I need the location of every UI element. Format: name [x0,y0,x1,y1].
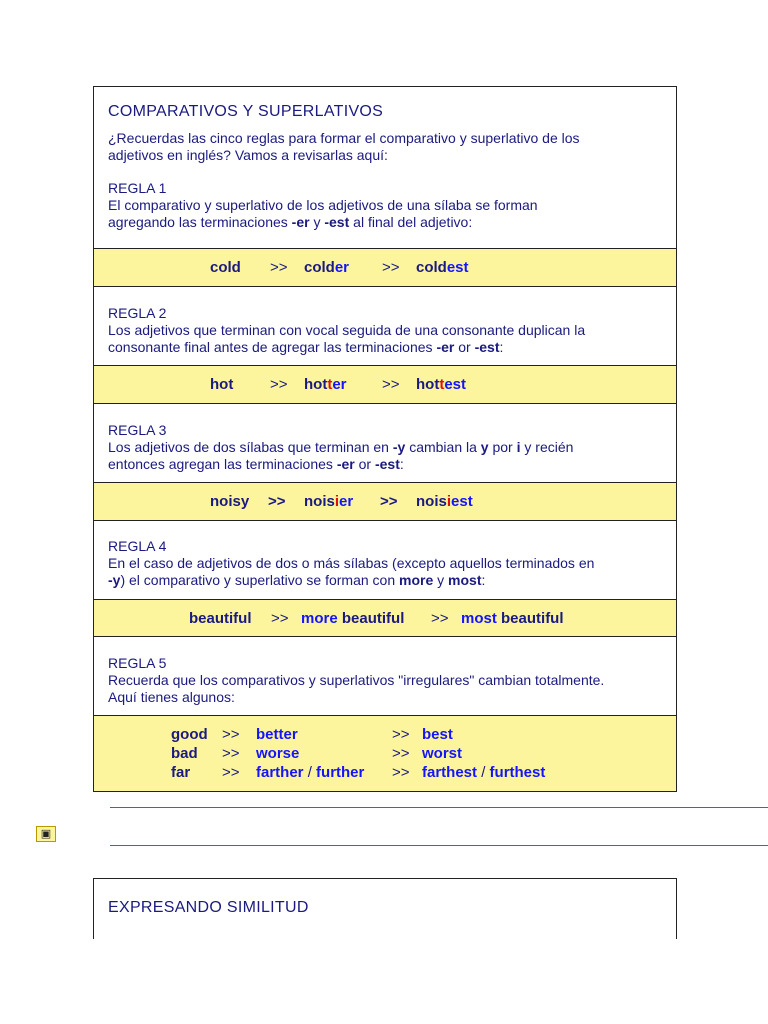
rule-1-text: REGLA 1 El comparativo y superlativo de los adjetivos de una sílaba se forman agregando las terminaciones -er y -est al final del adjetivo: [108,180,538,230]
rule-2-example: hot >> hotter >> hottest [94,365,676,404]
rule-4-text: REGLA 4 En el caso de adjetivos de dos o más sílabas (excepto aquellos terminados en -y) el comparativo y superlativo se forman con more y most: [108,538,595,588]
rule-4-section [94,521,676,599]
rule-2-section [94,287,676,365]
rule-title: REGLA 3 [108,422,167,438]
comparatives-box [93,86,677,792]
rule-5-section [94,637,676,715]
divider-top [110,807,768,808]
intro-text: ¿Recuerdas las cinco reglas para formar el comparativo y superlativo de los adjetivos en inglés? Vamos a revisarlas aquí: [108,130,580,163]
rule-5-examples: good >> better >> best bad >> worse >> worst far >> farther / further >> farthest / furthest [94,715,676,791]
rule-3-example: noisy >> noisier >> noisiest [94,482,676,521]
rule-1-example: cold >> colder >> coldest [94,248,676,287]
section-title: COMPARATIVOS Y SUPERLATIVOS [108,103,384,120]
similarity-box [93,878,677,939]
rule-title: REGLA 2 [108,305,167,321]
rule-3-section [94,404,676,482]
divider-bottom [110,845,768,846]
rule-3-text: REGLA 3 Los adjetivos de dos sílabas que terminan en -y cambian la y por i y recién entonces agregan las terminaciones -er or -est: [108,422,574,472]
intro-section [94,87,676,247]
rule-5-text: REGLA 5 Recuerda que los comparativos y superlativos "irregulares" cambian totalmente. Aquí tienes algunos: [108,655,605,705]
rule-4-example: beautiful >> more beautiful >> most beautiful [94,599,676,637]
rule-title: REGLA 5 [108,655,167,671]
robot-icon[interactable]: ▣ [36,826,56,842]
rule-2-text: REGLA 2 Los adjetivos que terminan con vocal seguida de una consonante duplican la consonante final antes de agregar las terminaciones -er or -est: [108,305,586,355]
rule-title: REGLA 4 [108,538,167,554]
section-2-title: EXPRESANDO SIMILITUD [108,899,309,916]
rule-title: REGLA 1 [108,180,167,196]
